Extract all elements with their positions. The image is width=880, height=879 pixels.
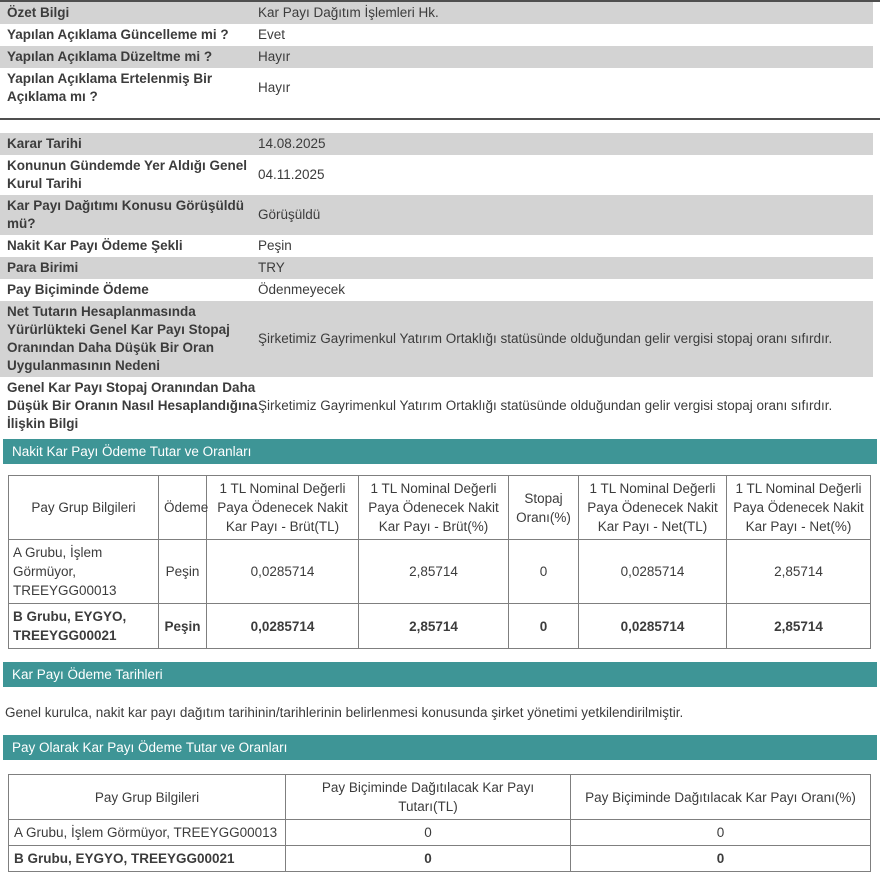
info-row: [0, 301, 873, 377]
section-header-cash-dividend: Nakit Kar Payı Ödeme Tutar ve Oranları: [3, 439, 877, 464]
info-label: Para Birimi: [7, 260, 79, 275]
cell-stock-amount: 0: [286, 820, 571, 846]
info-label: Pay Biçiminde Ödeme: [7, 282, 149, 297]
table-row: [9, 540, 871, 604]
info-value: Peşin: [258, 238, 292, 253]
cell-pay-group: B Grubu, EYGYO, TREEYGG00021: [9, 846, 286, 872]
info-value: TRY: [258, 260, 285, 275]
info-value: Kar Payı Dağıtım İşlemleri Hk.: [258, 5, 439, 20]
info-label: Yapılan Açıklama Güncelleme mi ?: [7, 27, 229, 42]
table-header-row: [9, 476, 871, 540]
cell-pay-group: A Grubu, İşlem Görmüyor, TREEYGG00013: [9, 820, 286, 846]
cell-payment-type: Peşin: [159, 604, 207, 649]
info-label: Nakit Kar Payı Ödeme Şekli: [7, 238, 183, 253]
info-value: Görüşüldü: [258, 207, 321, 222]
cell-withholding: 0: [509, 604, 579, 649]
info-row: [0, 195, 873, 235]
info-row: [0, 133, 873, 155]
cell-gross-pct: 2,85714: [359, 540, 509, 604]
table-row: [9, 820, 871, 846]
column-header: Pay Biçiminde Dağıtılacak Kar Payı Tutarı(TL): [286, 775, 571, 820]
cell-pay-group: B Grubu, EYGYO, TREEYGG00021: [9, 604, 159, 649]
info-row: [0, 377, 873, 435]
info-value: 14.08.2025: [258, 136, 326, 151]
column-header: Stopaj Oranı(%): [509, 476, 579, 540]
info-label: Karar Tarihi: [7, 136, 82, 151]
info-row: [0, 155, 873, 195]
column-header: Ödeme: [159, 476, 207, 540]
info-value: Şirketimiz Gayrimenkul Yatırım Ortaklığı statüsünde olduğundan gelir vergisi stopaj oranı sıfırdır.: [258, 398, 833, 413]
cell-gross-pct: 2,85714: [359, 604, 509, 649]
info-label: Net Tutarın Hesaplanmasında Yürürlükteki Genel Kar Payı Stopaj Oranından Daha Düşük Bir Oran Uygulanmasının Nedeni: [7, 304, 230, 373]
cell-stock-ratio: 0: [571, 820, 871, 846]
info-row: [0, 235, 873, 257]
info-row: [0, 2, 873, 24]
info-row: [0, 46, 873, 68]
column-header: 1 TL Nominal Değerli Paya Ödenecek Nakit Kar Payı - Brüt(TL): [207, 476, 359, 540]
info-value: Şirketimiz Gayrimenkul Yatırım Ortaklığı statüsünde olduğundan gelir vergisi stopaj oranı sıfırdır.: [258, 331, 833, 346]
info-label: Özet Bilgi: [7, 5, 70, 20]
column-header: 1 TL Nominal Değerli Paya Ödenecek Nakit Kar Payı - Brüt(%): [359, 476, 509, 540]
info-row: [0, 279, 873, 301]
cell-pay-group: A Grubu, İşlem Görmüyor, TREEYGG00013: [9, 540, 159, 604]
info-row: [0, 24, 873, 46]
stock-dividend-table: [8, 774, 871, 872]
cell-stock-ratio: 0: [571, 846, 871, 872]
cell-withholding: 0: [509, 540, 579, 604]
cell-net-pct: 2,85714: [727, 604, 871, 649]
info-label: Genel Kar Payı Stopaj Oranından Daha Düşük Bir Oranın Nasıl Hesaplandığına İlişkin Bilgi: [7, 380, 258, 431]
cell-gross-tl: 0,0285714: [207, 540, 359, 604]
info-row: [0, 257, 873, 279]
table-header-row: [9, 775, 871, 820]
info-value: Evet: [258, 27, 286, 42]
column-header: 1 TL Nominal Değerli Paya Ödenecek Nakit Kar Payı - Net(%): [727, 476, 871, 540]
detail-info-block: [0, 118, 880, 435]
column-header: Pay Biçiminde Dağıtılacak Kar Payı Oranı(%): [571, 775, 871, 820]
info-value: 04.11.2025: [258, 167, 325, 182]
table-row: [9, 604, 871, 649]
info-row: [0, 68, 873, 108]
payment-dates-note: Genel kurulca, nakit kar payı dağıtım tarihinin/tarihlerinin belirlenmesi konusunda şirket yönetimi yetkilendirilmiştir.: [5, 705, 684, 720]
info-value: Hayır: [258, 49, 291, 64]
column-header: Pay Grup Bilgileri: [9, 476, 159, 540]
cell-net-pct: 2,85714: [727, 540, 871, 604]
summary-info-block: [0, 0, 880, 108]
info-value: Ödenmeyecek: [258, 282, 346, 297]
cash-dividend-table: [8, 475, 871, 649]
info-label: Konunun Gündemde Yer Aldığı Genel Kurul Tarihi: [7, 158, 248, 191]
info-value: Hayır: [258, 80, 291, 95]
table-row: [9, 846, 871, 872]
column-header: Pay Grup Bilgileri: [9, 775, 286, 820]
info-label: Yapılan Açıklama Ertelenmiş Bir Açıklama mı ?: [7, 71, 213, 104]
cell-net-tl: 0,0285714: [579, 540, 727, 604]
cell-payment-type: Peşin: [159, 540, 207, 604]
section-header-stock-dividend: Pay Olarak Kar Payı Ödeme Tutar ve Oranları: [3, 735, 877, 760]
column-header: 1 TL Nominal Değerli Paya Ödenecek Nakit Kar Payı - Net(TL): [579, 476, 727, 540]
info-label: Kar Payı Dağıtımı Konusu Görüşüldü mü?: [7, 198, 245, 231]
cell-net-tl: 0,0285714: [579, 604, 727, 649]
cell-gross-tl: 0,0285714: [207, 604, 359, 649]
cell-stock-amount: 0: [286, 846, 571, 872]
info-label: Yapılan Açıklama Düzeltme mi ?: [7, 49, 213, 64]
section-header-payment-dates: Kar Payı Ödeme Tarihleri: [3, 662, 877, 687]
